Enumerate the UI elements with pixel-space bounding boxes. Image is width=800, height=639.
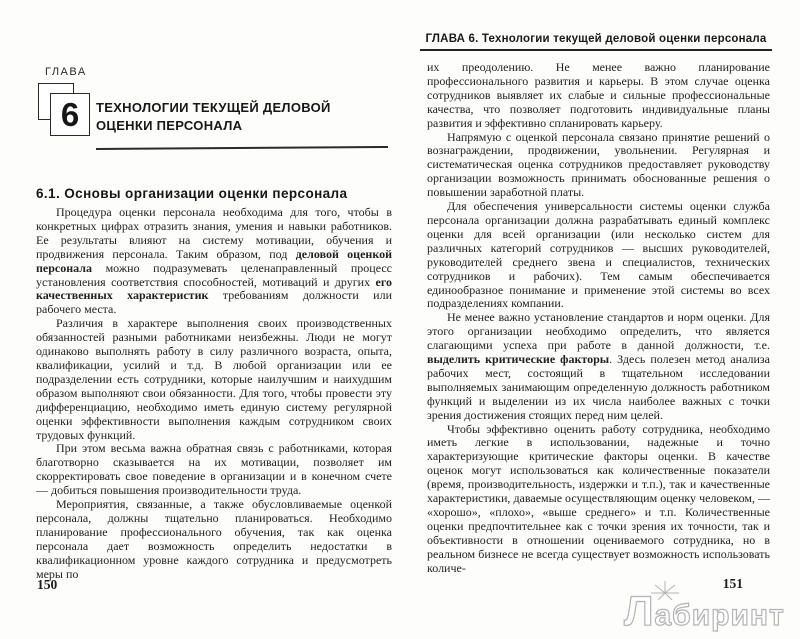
body-text: Чтобы эффективно оценить работу сотрудника, необходимо иметь легкие в использовании, надежные и точно характеризующие критические факторы оценки. В качестве оценок могут использоваться как количественные показатели (время, производительность, издержки и т.п.), так и качественные характеристики, даваемые осуществляющим оценку человеком, — «хорошо», «плохо», «выше среднего» и т.п. Количественные оценки предпочтительнее как с точки зрения их точности, так и объективности в отношении оцениваемого сотрудника, но в реальном бизнесе не всегда существует возможность использовать количе- bbox=[427, 421, 770, 575]
paragraph bbox=[427, 200, 770, 311]
body-text: При этом весьма важна обратная связь с работниками, которая благотворно сказывается на их мотивации, позволяет им скорректировать свое поведение в организации и в конечном счете — добиться повышения производительности труда. bbox=[36, 441, 392, 498]
body-text: можно подразумевать целенаправленный процесс установления соответствия способностей, мотиваций и других bbox=[36, 260, 392, 289]
section-heading: 6.1. Основы организации оценки персонала bbox=[36, 186, 348, 201]
body-text: Напрямую с оценкой персонала связано принятие решений о вознаграждении, продвижении, увольнении. Регулярная и систематическая оценка сотрудников предоставляет руководству организации возможность принимать обоснованные решения о повышении заработной платы. bbox=[427, 129, 770, 200]
right-page-body bbox=[427, 61, 770, 576]
paragraph bbox=[36, 206, 392, 317]
paragraph bbox=[36, 442, 392, 498]
body-text: Не менее важно установление стандартов и норм оценки. Для этого организации необходимо определить, что является слагающими успеха при работе в данной должности, т.е. bbox=[427, 310, 770, 353]
paragraph bbox=[427, 423, 770, 576]
body-text: Процедура оценки персонала необходима для того, чтобы в конкретных цифрах отразить знания, умения и навыки работников. Ее результаты влияют на систему мотивации, обучения и продвижения персонала. Таким образом, под bbox=[36, 205, 392, 261]
labirint-watermark: Лабиринт bbox=[624, 587, 785, 634]
page-number-right: 151 bbox=[722, 576, 743, 591]
title-divider bbox=[96, 146, 388, 150]
page-number-left: 150 bbox=[37, 577, 58, 592]
left-page-body bbox=[36, 206, 392, 581]
body-text: Мероприятия, связанные, а также обусловливаемые оценкой персонала, должны тщательно планироваться. Необходимо планирование профессионального обучения, так как оценка персонала дает возможность определить недостатки в квалификационном уровне каждого сотрудника и предусмотреть меры по bbox=[36, 497, 392, 581]
body-text: Различия в характере выполнения своих производственных обязанностей разными работниками неизбежны. Люди не могут одинаково выполнять работу в силу различного возраста, опыта, квалификации, усилий и т.д. В любой организации или ее подразделении есть сотрудники, которые наилучшим и наихудшим образом выполняют свои обязанности. Для того, чтобы провести эту дифференциацию, необходимо иметь единую систему регулярной оценки эффективности выполнения каждым сотрудником своих трудовых функций. bbox=[36, 316, 392, 442]
chapter-title-line1: ТЕХНОЛОГИИ ТЕКУЩЕЙ ДЕЛОВОЙ bbox=[96, 100, 331, 115]
body-text: . Здесь полезен метод анализа рабочих мест, состоящий в тщательном исследовании выполняемых занимающим определенную должность работником функций и выделении из их числа наиболее важных с точки зрения достижения стоящих перед ним целей. bbox=[427, 352, 770, 422]
chapter-title-line2: ОЦЕНКИ ПЕРСОНАЛА bbox=[96, 117, 243, 133]
body-text: требованиям должности или рабочего места. bbox=[36, 288, 392, 317]
emphasized-text: выделить критические факторы bbox=[427, 352, 610, 367]
running-header: ГЛАВА 6. Технологии текущей деловой оценки персонала bbox=[420, 33, 772, 51]
paragraph bbox=[427, 131, 770, 201]
paragraph bbox=[36, 498, 392, 581]
paragraph bbox=[427, 311, 770, 422]
paragraph bbox=[427, 61, 770, 131]
chapter-number: 6 bbox=[60, 96, 80, 133]
chapter-card-front bbox=[50, 93, 90, 136]
paragraph bbox=[36, 317, 392, 442]
body-text: их преодолению. Не менее важно планирование профессионального развития и карьеры. В этом случае оценка сотрудников выявляет их слабые и сильные профессиональные качества, что позволяет подготовить индивидуальные планы развития и эффективно спланировать карьеру. bbox=[427, 60, 770, 130]
body-text: Для обеспечения универсальности системы оценки служба персонала организации должна разрабатывать единый комплекс оценки для всей организации (или несколько систем для различных категорий сотрудников — высших руководителей, руководителей среднего звена и специалистов, технических сотрудников и рабочих). Тем самым обеспечивается единообразное понимание и применение этой системы во всех подразделениях компании. bbox=[427, 199, 770, 311]
emphasized-text: его качественных характеристик bbox=[36, 274, 392, 303]
chapter-label: ГЛАВА bbox=[45, 66, 87, 78]
emphasized-text: деловой оценкой персонала bbox=[36, 246, 393, 275]
chapter-title bbox=[96, 99, 396, 134]
